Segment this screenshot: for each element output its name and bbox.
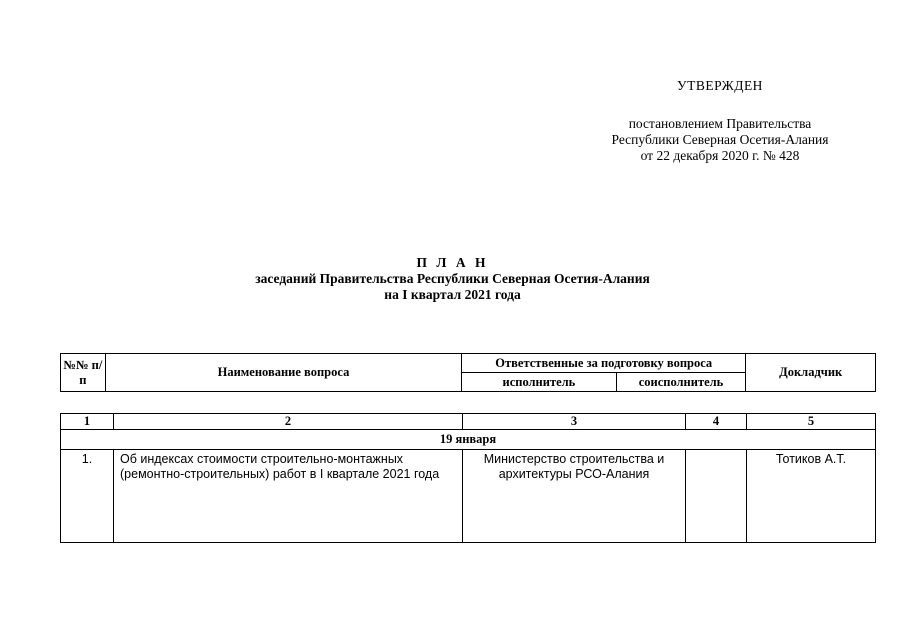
col-num-5: 5 [747, 414, 876, 430]
header-responsible: Ответственные за подготовку вопроса [462, 354, 746, 373]
col-num-2: 2 [114, 414, 463, 430]
title-period: на I квартал 2021 года [384, 287, 521, 302]
column-numbers-row [61, 414, 876, 430]
header-num: №№ п/п [61, 354, 106, 392]
row-executor: Министерство строительства и архитектуры РСО-Алания [463, 450, 686, 543]
col-num-4: 4 [686, 414, 747, 430]
approved-heading: УТВЕРЖДЕН [677, 78, 763, 93]
header-executor: исполнитель [462, 373, 617, 392]
table-row [61, 450, 876, 543]
header-question-name: Наименование вопроса [105, 354, 461, 392]
col-num-3: 3 [463, 414, 686, 430]
approval-line-3: от 22 декабря 2020 г. № 428 [640, 148, 800, 163]
document-title [0, 255, 905, 303]
approval-block [560, 78, 880, 164]
row-question: Об индексах стоимости строительно-монтажных (ремонтно-строительных) работ в I квартале 2021 года [114, 450, 463, 543]
row-speaker: Тотиков А.Т. [747, 450, 876, 543]
table-header [60, 353, 876, 392]
header-coexecutor: соисполнитель [616, 373, 746, 392]
table-body [60, 413, 876, 543]
title-plan: П Л А Н [416, 255, 489, 270]
row-coexecutor [686, 450, 747, 543]
date-cell: 19 января [61, 430, 876, 450]
approval-line-1: постановлением Правительства [628, 116, 812, 131]
approval-line-2: Республики Северная Осетия-Алания [611, 132, 829, 147]
date-row [61, 430, 876, 450]
title-subject: заседаний Правительства Республики Северная Осетия-Алания [255, 271, 650, 286]
header-speaker: Докладчик [746, 354, 876, 392]
row-num: 1. [61, 450, 114, 543]
col-num-1: 1 [61, 414, 114, 430]
